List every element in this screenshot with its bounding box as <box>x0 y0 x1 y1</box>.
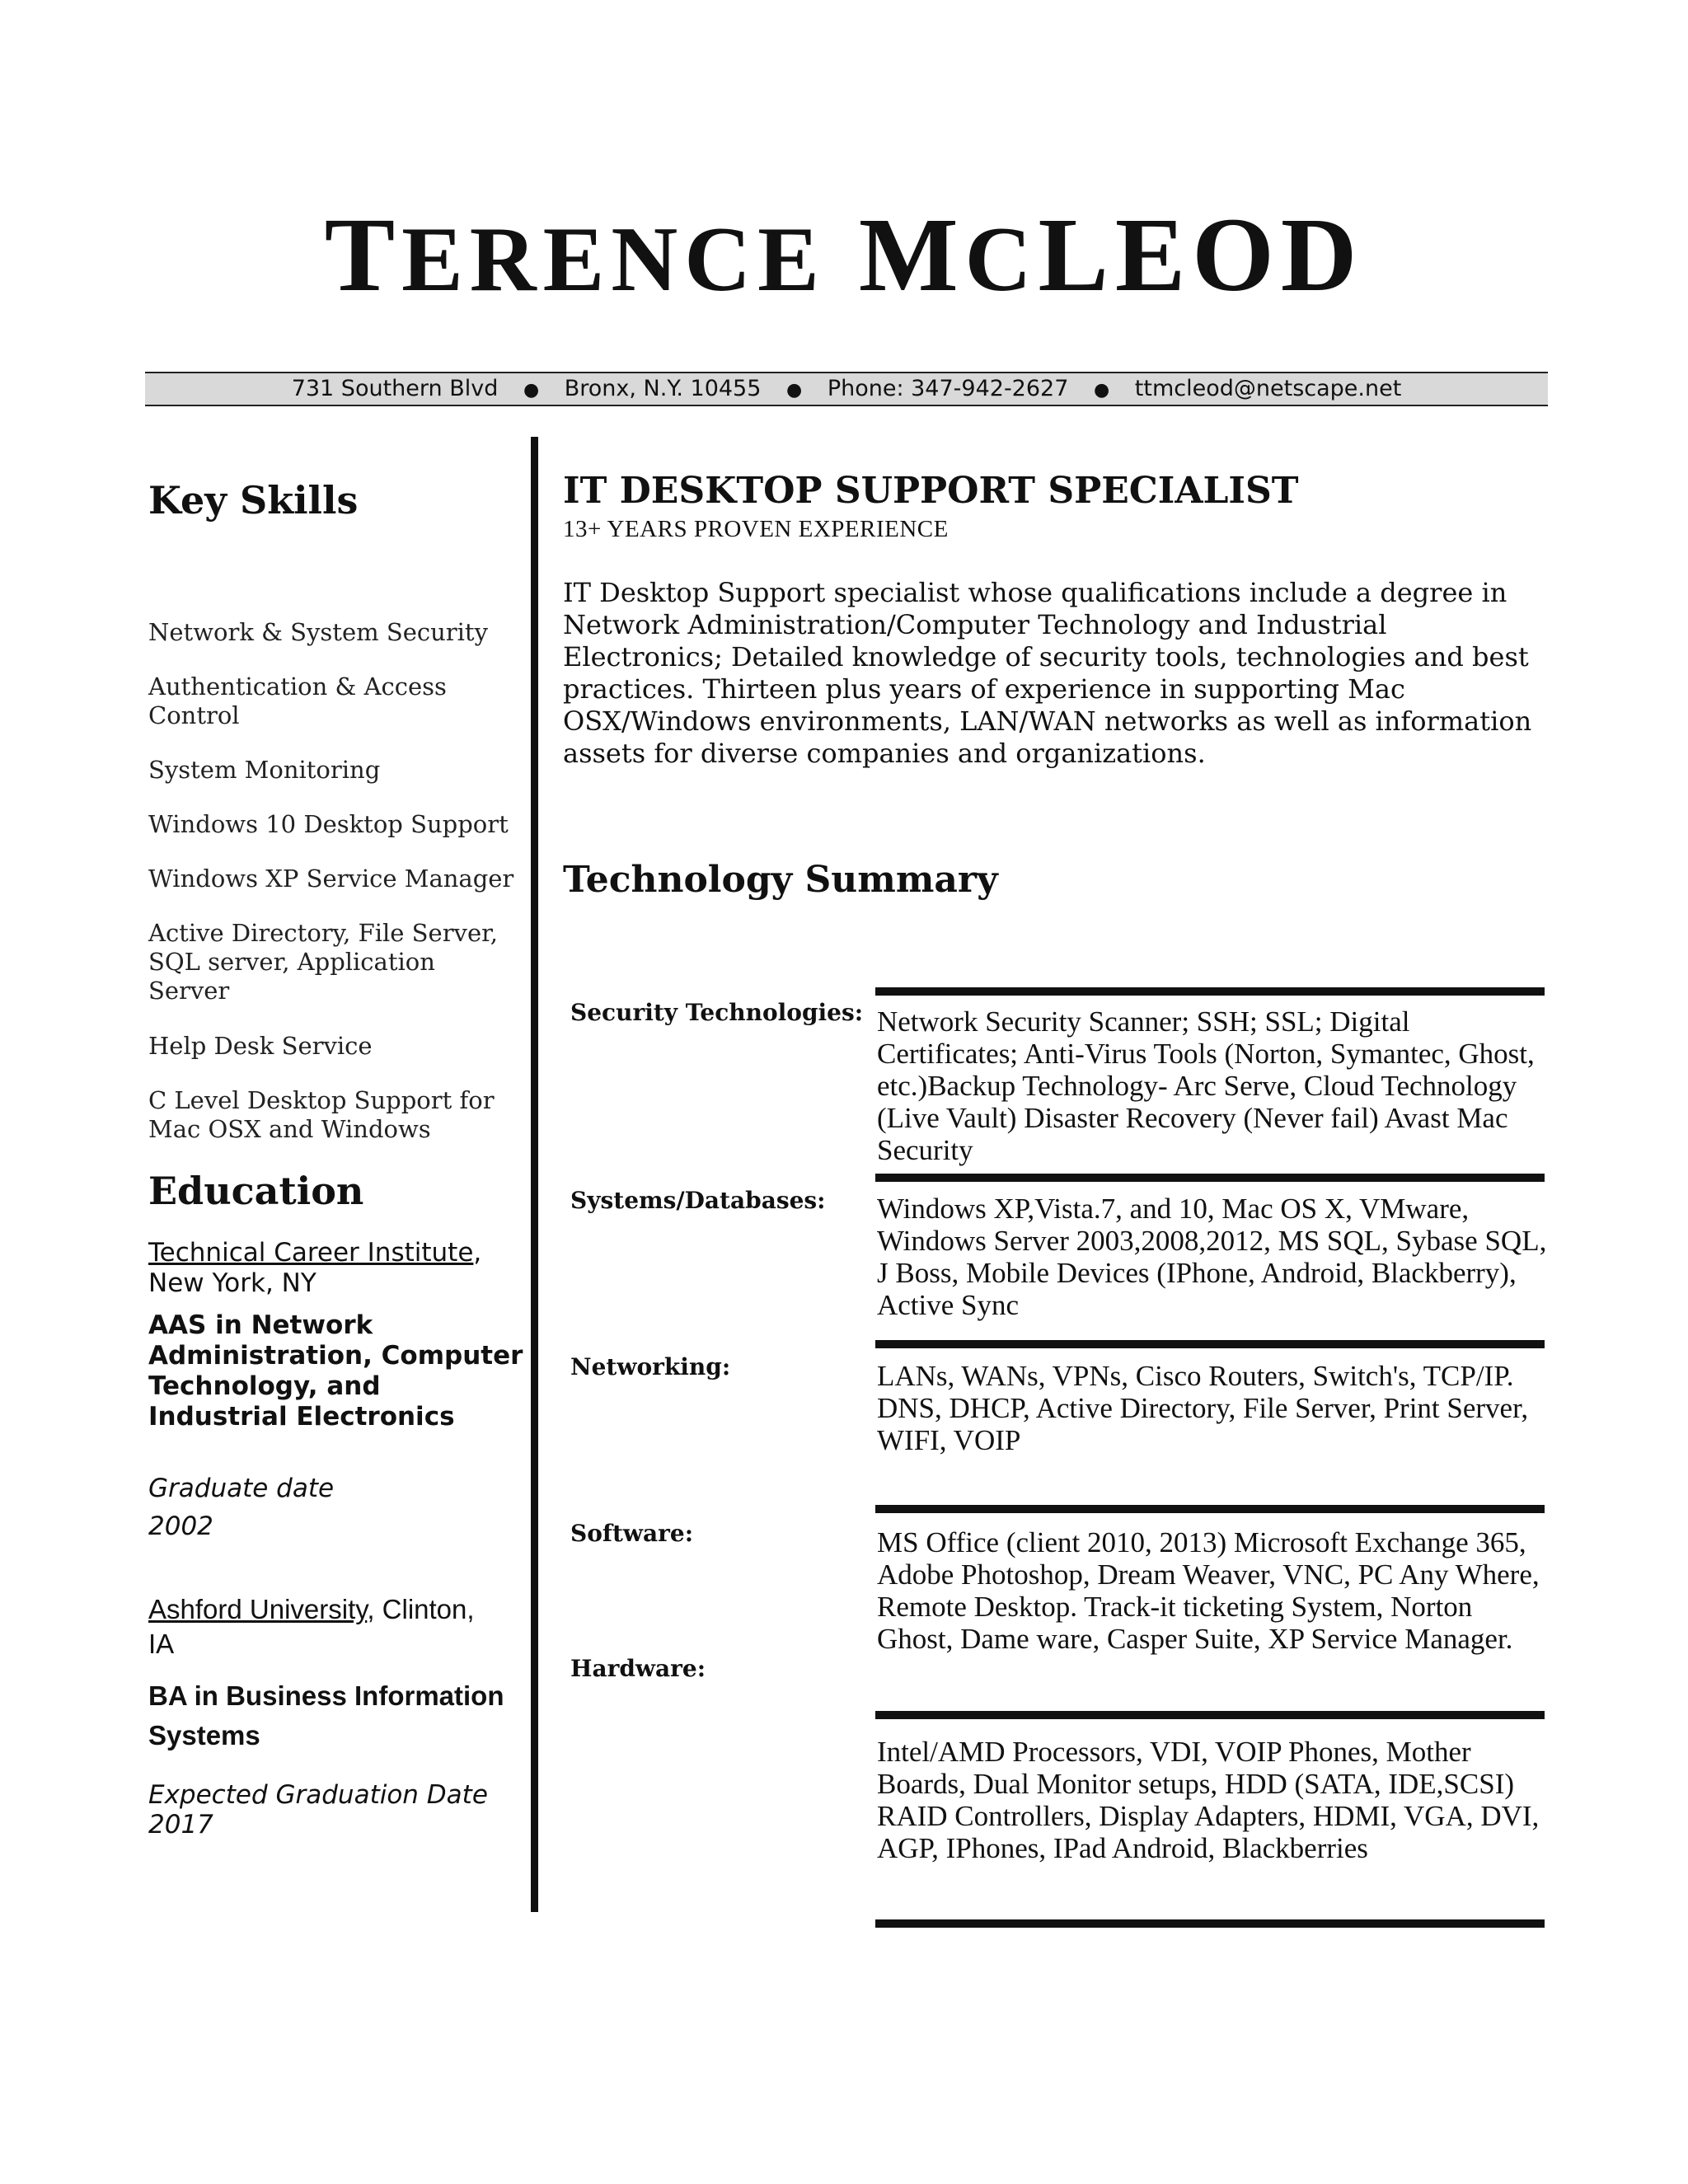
section-rule <box>875 987 1545 996</box>
education-degree: AAS in Network Administration, Computer Technology, and Industrial Electronics <box>148 1310 523 1432</box>
category-text-software: MS Office (client 2010, 2013) Microsoft Exchange 365, Adobe Photoshop, Dream Weaver, VNC, PC Any Where, Remote Desktop. Track-it ticketing System, Norton Ghost, Dame ware, Casper Suite, XP Service Manager. <box>877 1526 1540 1655</box>
contact-city: Bronx, N.Y. 10455 <box>564 376 762 401</box>
last-name-c: C <box>964 209 1039 311</box>
contact-street: 731 Southern Blvd <box>291 376 499 401</box>
experience-subtitle: 13+ YEARS PROVEN EXPERIENCE <box>563 516 949 542</box>
category-text-hardware: Intel/AMD Processors, VDI, VOIP Phones, Mother Boards, Dual Monitor setups, HDD (SATA, IDE,SCSI) RAID Controllers, Display Adapters, HDMI, VGA, DVI, AGP, IPhones, IPad Android, Blackberries <box>877 1736 1540 1864</box>
contact-phone: Phone: 347-942-2627 <box>827 376 1069 401</box>
section-rule <box>875 1174 1545 1182</box>
category-text-networking: LANs, WANs, VPNs, Cisco Routers, Switch's, TCP/IP. DNS, DHCP, Active Directory, File Server, Print Server, WIFI, VOIP <box>877 1360 1529 1456</box>
name-initial: T <box>324 196 402 313</box>
education-institution <box>148 1238 528 1299</box>
section-rule <box>875 1340 1545 1348</box>
technology-summary-heading: Technology Summary <box>563 859 998 901</box>
institution-location: IA <box>148 1629 175 1659</box>
education-date-label: Expected Graduation Date <box>148 1780 488 1810</box>
education-degree: BA in Business Information Systems <box>148 1680 504 1750</box>
contact-bar <box>145 372 1548 406</box>
bullet-separator: ● <box>786 380 803 401</box>
category-label-software: Software: <box>570 1520 694 1547</box>
category-label-networking: Networking: <box>570 1353 731 1380</box>
last-name-prefix: M <box>858 196 965 313</box>
first-name-rest: ERENCE <box>401 209 826 311</box>
section-rule <box>875 1505 1545 1513</box>
institution-name[interactable]: Technical Career Institute <box>148 1238 474 1268</box>
institution-name[interactable]: Ashford University <box>148 1594 368 1624</box>
category-text-security: Network Security Scanner; SSH; SSL; Digital Certificates; Anti-Virus Tools (Norton, Symantec, Ghost, etc.)Backup Technology- Arc Serve, Cloud Technology (Live Vault) Disaster Recovery (Never fail) Avast Mac Security <box>877 1005 1535 1166</box>
key-skills-heading: Key Skills <box>148 478 359 523</box>
skill-item: System Monitoring <box>148 756 381 784</box>
education-date: 2017 <box>148 1810 213 1840</box>
skill-item: Windows XP Service Manager <box>148 865 514 893</box>
contact-email[interactable]: ttmcleod@netscape.net <box>1134 376 1402 401</box>
category-label-systems: Systems/Databases: <box>570 1187 826 1214</box>
bullet-separator: ● <box>523 380 540 401</box>
bullet-separator: ● <box>1094 380 1110 401</box>
skill-item: Network & System Security <box>148 618 488 646</box>
institution-separator: , <box>473 1238 482 1268</box>
education-heading: Education <box>148 1169 364 1213</box>
column-divider <box>531 437 538 1912</box>
institution-separator: , Clinton, <box>367 1594 475 1624</box>
section-rule <box>875 1711 1545 1719</box>
education-date-label: Graduate date <box>148 1474 335 1503</box>
category-text-systems: Windows XP,Vista.7, and 10, Mac OS X, VMware, Windows Server 2003,2008,2012, MS SQL, Sybase SQL, J Boss, Mobile Devices (IPhone, Android, Blackberry), Active Sync <box>877 1193 1547 1321</box>
skill-item: Authentication & Access Control <box>148 673 447 729</box>
education-date: 2002 <box>148 1511 213 1541</box>
skill-item: C Level Desktop Support for Mac OSX and Windows <box>148 1086 495 1143</box>
candidate-name <box>0 196 1688 313</box>
professional-summary: IT Desktop Support specialist whose qualifications include a degree in Network Administration/Computer Technology and Industrial Electronics; Detailed knowledge of security tools, technologies and best practices. Thirteen plus years of experience in supporting Mac OSX/Windows environments, LAN/WAN networks as well as information assets for diverse companies and organizations. <box>563 577 1532 769</box>
skill-item: Help Desk Service <box>148 1032 373 1060</box>
last-name-rest: LEOD <box>1038 196 1364 313</box>
job-title: IT DESKTOP SUPPORT SPECIALIST <box>563 470 1299 512</box>
section-rule <box>875 1919 1545 1928</box>
category-label-security: Security Technologies: <box>570 999 864 1026</box>
category-label-hardware: Hardware: <box>570 1655 706 1682</box>
skill-item: Active Directory, File Server, SQL server, Application Server <box>148 919 498 1005</box>
institution-location: New York, NY <box>148 1268 316 1298</box>
skill-item: Windows 10 Desktop Support <box>148 810 509 838</box>
education-institution <box>148 1592 528 1661</box>
